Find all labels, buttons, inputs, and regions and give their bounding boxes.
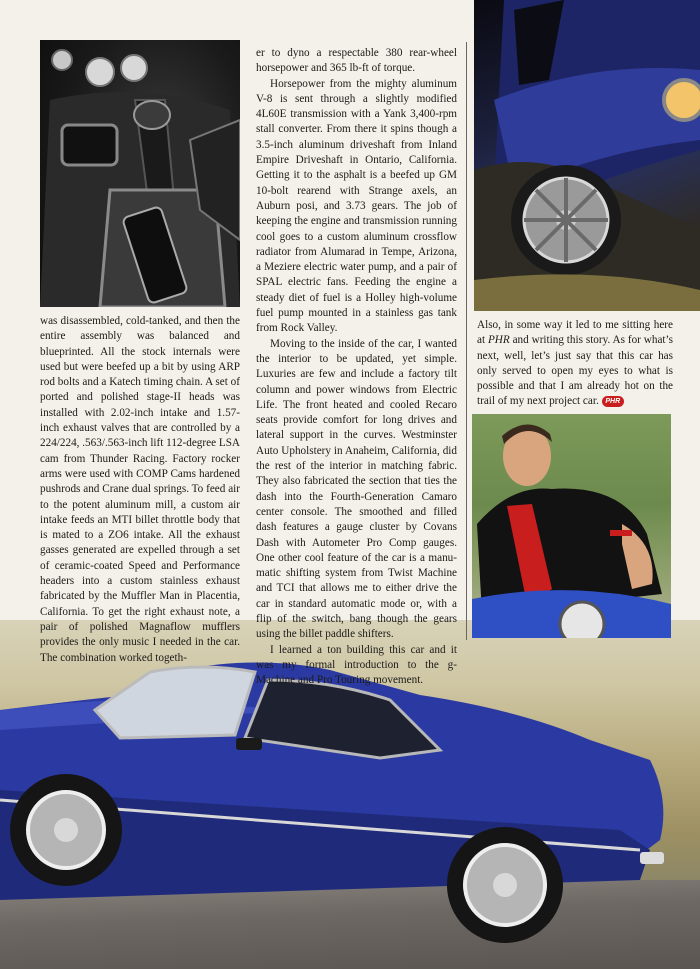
right-column bbox=[477, 318, 673, 410]
interior-illustration bbox=[40, 40, 240, 307]
right-text-end: and writing this story. As for what’s next, well, let’s just say that this car has only served to open my eyes to what is possible and that I am already hot on the trail of my next project car. bbox=[477, 334, 673, 408]
right-text-start: Also, in some way it led to me sitting here at bbox=[477, 319, 673, 347]
magazine-name: PHR bbox=[487, 334, 510, 347]
car-front-photo bbox=[474, 0, 700, 311]
interior-photo bbox=[40, 40, 240, 307]
column-divider bbox=[466, 42, 467, 640]
left-column bbox=[40, 314, 240, 666]
phr-end-badge-icon: PHR bbox=[602, 396, 624, 407]
middle-column bbox=[256, 46, 457, 688]
right-paragraph bbox=[477, 318, 673, 410]
middle-paragraph-4: I learned a ton building this car and it was my formal introduction to the g-Machine and Pro Touring movement. bbox=[256, 643, 457, 687]
middle-paragraph-3: Moving to the inside of the car, I wanted the interior to be updated, yet simple. Luxuries are few and include a factory tilt column and power windows from Electric Life. The front heated and cooled Recaro seats provide comfort for long drives and lateral support in the curves. Westminster Auto Upholstery in Anaheim, California, did the rest of the interior in matching fabric. They also fabricated the section that ties the dash into the Fourth-Generation Camaro center console. The smoothed and filled dash features a gauge cluster by Covans Dash with Autometer Pro Comp gauges. One other cool feature of the car is a manu-matic shifting system from Twist Machine and TCI that allows me to either drive the car in standard automatic mode or, with a flip of the switch, bang though the gears using the billet paddle shifters. bbox=[256, 337, 457, 641]
left-column-text: was disassembled, cold-tanked, and then the entire assembly was balanced and blueprinted. All the stock internals were used but were beefed up a bit by using ARP rod bolts and a Katech timing chain. A set of ported and polished stage-II heads was installed with 2.02-inch intake and 1.57-inch exhaust valves that are controlled by a 224/224, .563/.563-inch lift 112-degree LSA cam from Thunder Racing. Factory rocker arms were used with COMP Cams hardened pushrods and Crane dual springs. To feed air to the potent aluminum mill, a custom air intake feeds an MTI billet throttle body that is mated to a ZO6 intake. All the exhaust gasses generated are expelled through a set of ceramic-coated Speed and Performance headers into a custom stainless exhaust fabricated by the Muffler Man in Placentia, California. To get the right exhaust note, a pair of polished Magnaflow mufflers provides the only music I needed in the car. The combination worked togeth- bbox=[40, 315, 240, 664]
car-front-illustration bbox=[474, 0, 700, 311]
middle-paragraph-2: Horsepower from the mighty aluminum V-8 is sent through a slightly modified 4L60E transmission with a Yank 3,400-rpm stall converter. From there it spins though a 3.5-inch aluminum driveshaft from Inland Empire Driveshaft in Ontario, California. Getting it to the asphalt is a beefed up GM 10-bolt rearend with Strange axels, an Auburn posi, and 3.73 gears. The job of keeping the engine and transmission running cool goes to a custom aluminum crossflow radiator from Alumarad in Tempe, Arizona, a Meziere electric water pump, and a pair of SPAL electric fans. Feeding the engine a steady diet of fuel is a Holley high-volume fuel pump mounted in a stainless gas tank from Rock Valley. bbox=[256, 77, 457, 335]
middle-paragraph-1: er to dyno a respectable 380 rear-wheel horsepower and 365 lb-ft of torque. bbox=[256, 47, 457, 75]
